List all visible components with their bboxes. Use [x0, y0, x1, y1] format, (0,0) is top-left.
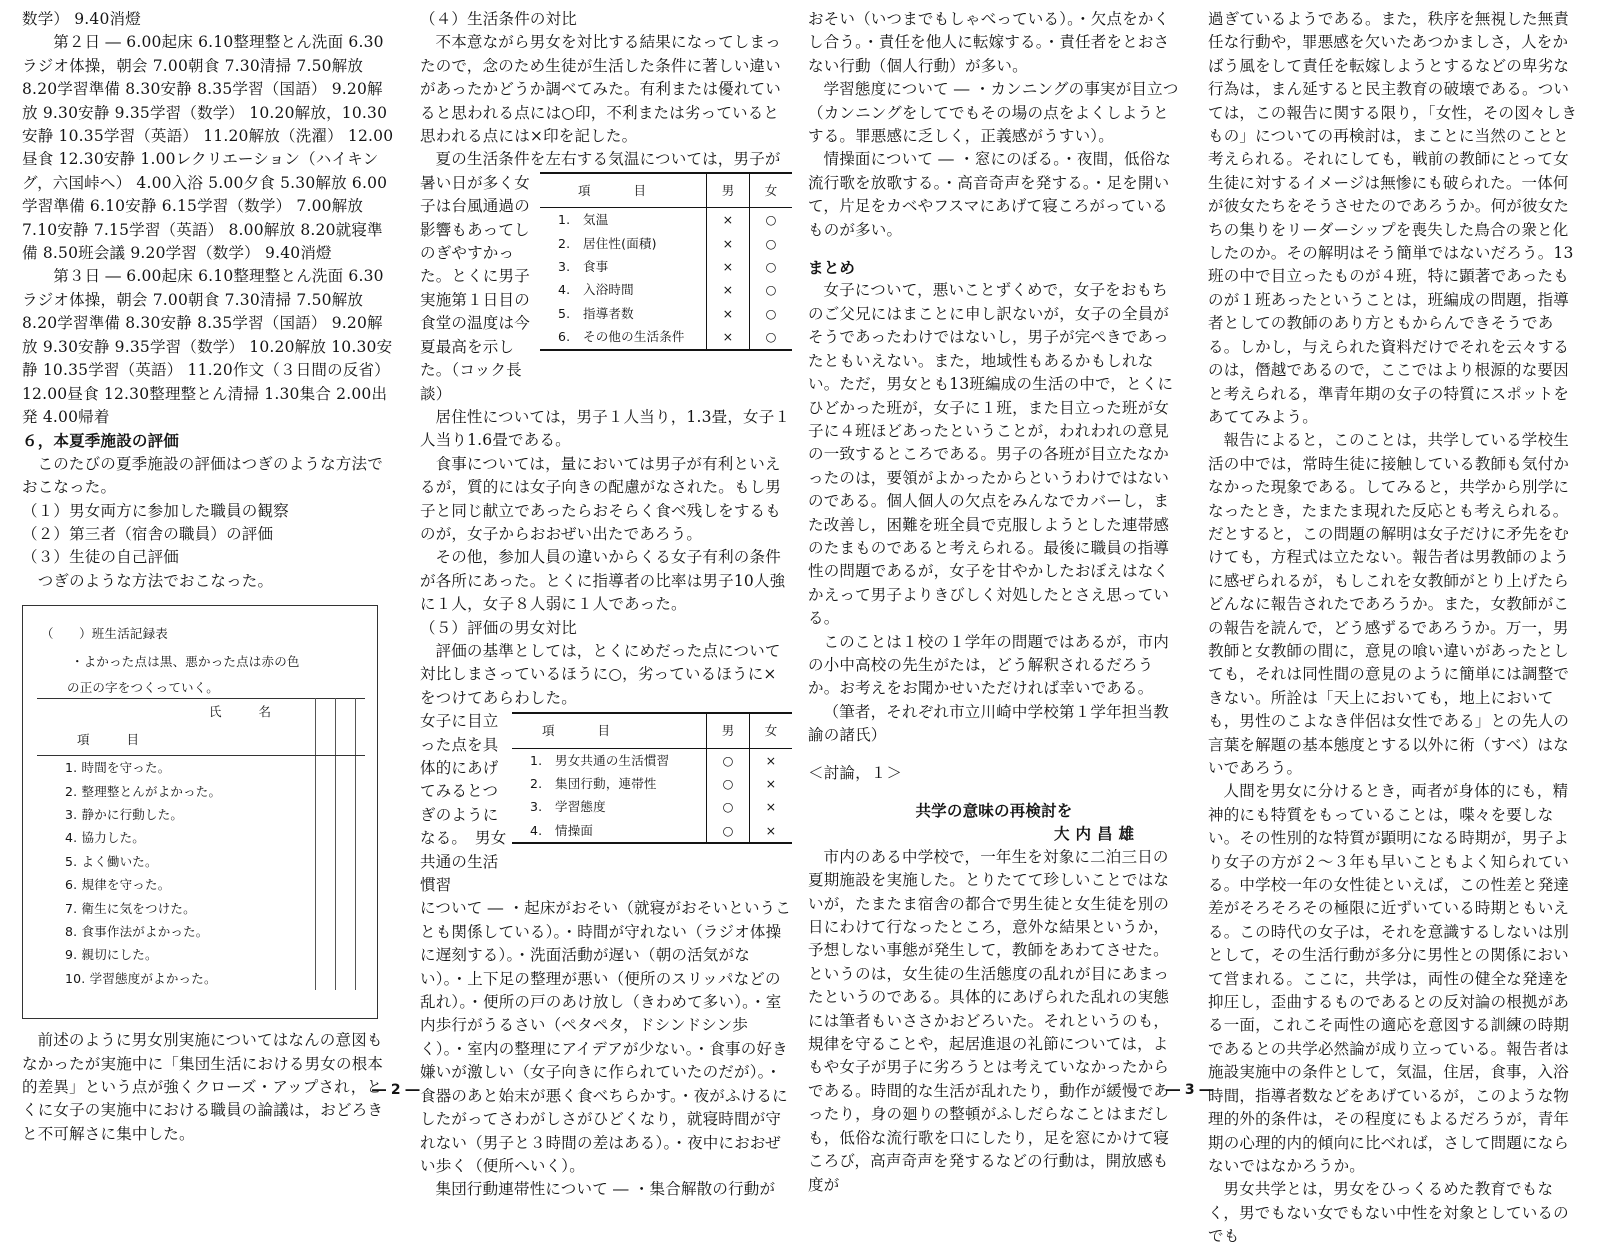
paragraph: このことは１校の１学年の問題ではあるが，市内の小中高校の先生がたは，どう解釈されるだろうか。お考えをお聞かせいただければ幸いである。 [808, 632, 1169, 698]
item-header: 項 目 [37, 725, 316, 756]
column-2 [420, 8, 792, 1202]
paragraph: について ― ・起床がおそい（就寝がおそいということも関係している）。・時間が守れない（ラジオ体操に遅刻する）。・洗面活動が遅い（朝の活気がない）。・上下足の整理が悪い（便所のスリッパなどの乱れ）。・便所の戸のあけ放し（きわめて多い）。・室内歩行がうるさい（ペタペタ，ドシンドシン歩く）。・室内の整理にアイデアが少ない。・食事の好き嫌いが激しい（女子向きに作られていたのだが）。・食器のあと始末が悪く食べちらかす。・夜がふけるにしたがってさわがしさがひどくなり，就寝時間が守れない（男子と３時間の差はある）。・夜中におおぜい歩く（便所へいく）。 [420, 899, 792, 1175]
table-cell: ○ [750, 302, 793, 325]
paragraph: 学習態度について ― ・カンニングの事実が目立つ（カンニングをしてでもその場の点をよくしようとする。罪悪感に乏しく，正義感がうすい）。 [808, 80, 1179, 146]
table-cell: 3. 食事 [558, 259, 609, 275]
table-cell: 4. 情操面 [530, 822, 594, 838]
table-cell: 4. 入浴時間 [558, 282, 634, 298]
record-table [37, 698, 365, 990]
table-cell: × [707, 255, 750, 278]
article-author: 大内昌雄 [1053, 824, 1140, 844]
paragraph: 評価の基準としては，とくにめだった点について対比しまさっているほうに○，劣っているほうに×をつけてあらわした。 [420, 641, 781, 707]
record-item: 9. 親切にした。 [65, 947, 158, 963]
col-header: 女 [750, 173, 793, 208]
record-item: 1. 時間を守った。 [65, 760, 171, 776]
page-number: ― 2 ― [372, 1082, 420, 1098]
record-item: 10. 学習態度がよかった。 [65, 970, 217, 986]
evaluation-table [512, 712, 792, 844]
record-note: ・よかった点は黒、悪かった点は赤の色 [71, 654, 300, 670]
conditions-block [420, 172, 792, 406]
article-title: 共学の意味の再検討を [915, 801, 1073, 820]
table-cell: × [707, 232, 750, 255]
table-cell: 1. 男女共通の生活慣習 [530, 752, 670, 768]
paragraph: （筆者，それぞれ市立川崎中学校第１学年担当教諭の諸氏） [808, 702, 1169, 745]
table-cell: ○ [750, 278, 793, 301]
section-heading: （４）生活条件の対比 [420, 10, 578, 28]
record-item: 4. 協力した。 [65, 830, 145, 846]
side-text: 女子に目立った点を具体的にあげてみるとつぎのようになる。 男女共通の生活慣習 [420, 712, 507, 895]
record-item: 6. 規律を守った。 [65, 877, 171, 893]
paragraph: 居住性については，男子１人当り，1.3畳，女子１人当り1.6畳である。 [420, 407, 791, 450]
method-item: （３）生徒の自己評価 [22, 548, 180, 567]
table-cell: ○ [707, 819, 750, 843]
column-4 [1208, 8, 1580, 1249]
evaluation-block [420, 710, 792, 897]
paragraph: つぎのような方法でおこなった。 [22, 571, 274, 590]
table-cell: 6. その他の生活条件 [558, 329, 685, 345]
table-cell: ○ [750, 232, 793, 255]
record-sheet [22, 605, 378, 1019]
paragraph: このたびの夏季施設の評価はつぎのような方法でおこなった。 [22, 454, 383, 497]
schedule-line: 第２日 ― 6.00起床 6.10整理整とん洗面 6.30ラジオ体操，朝会 7.00朝食 7.30清掃 7.50解放 8.20学習準備 8.30安静 8.35学習（国語） 9.20解放 9.30安静 9.35学習（数学） 10.20解放，10.30安静 10.35学習（英語） 11.20解放（洗濯） 12.00昼食 12.30安静 1.00レクリエーション（ハイキング，六国峠へ） 4.00入浴 5.00夕食 5.30解放 6.00学習準備 6.10安静 6.15学習（数学） 7.00解放 7.10安静 7.15学習（英語） 8.00解放 8.20就寝準備 8.50班会議 9.20学習（数学） 9.40消燈 [22, 33, 394, 263]
paragraph: 市内のある中学校で，一年生を対象に二泊三日の夏期施設を実施した。とりたてて珍しいことではないが，たまたま宿舎の都合で男生徒と女生徒を別の日にわけて行なったところ，意外な結果というか，予想しない事態が発生して，教師をあわてさせた。というのは，女生徒の生活態度の乱れが目にあまったというのである。具体的にあげられた乱れの実態には筆者もいささかおどろいた。それというのも，規律を守ることや，起居進退の礼節については，よもや女子が男子に劣ろうとは考えていなかったからである。時間的な生活が乱れたり，動作が緩慢であったり，身の廻りの整頓がふしだらなことはまだしも，低俗な流行歌を口にしたり，足を窓にかけて寝ころび，高声奇声を発するなどの行動は，開放感も度が [808, 847, 1170, 1194]
side-text: 暑い日が多く女子は台風通過の影響もあってしのぎやすかった。とくに男子実施第１日目の食堂の温度は今夏最高を示した。（コック長談） [420, 173, 530, 403]
table-cell: × [750, 795, 793, 818]
paragraph: 男女共学とは，男女をひっくるめた教育でもなく，男でもない女でもない中性を対象としているのでも [1208, 1180, 1569, 1246]
paragraph: 女子について，悪いことずくめで，女子をおもちのご父兄にはまことに申し訳ないが，女子の全員がそうであったわけではないし，男子が完ぺきであったともいえない。また，地域性もあるかもしれない。ただ，男女とも13班編成の生活の中で，とくにひどかった班が，女子に１班，また目立った班が女子に４班ほどあったということが，われわれの意見の一致するところである。男子の各班が目立たなかったのは，要領がよかったからというわけではないのである。個人個人の欠点をみんなでカバーし，また改善し，困難を班全員で克服しようとした連帯感のたまものであると考えられる。最後に職員の指導性の問題であるが，女子を甘やかしたおぼえはなくかえって男子よりきびしく対処したとさえ思っている。 [808, 281, 1174, 628]
section-heading: （５）評価の男女対比 [420, 618, 578, 637]
schedule-line: 第３日 ― 6.00起床 6.10整理整とん洗面 6.30ラジオ体操，朝会 7.00朝食 7.30清掃 7.50解放 8.20学習準備 8.30安静 8.35学習（国語） 9.20解放 9.30安静 9.35学習（数学） 10.20解放 10.30安静 10.35学習（英語） 11.20作文（３日間の反省） 12.00昼食 12.30整理整とん清掃 1.30集合 2.00出発 4.00帰着 [22, 267, 393, 426]
paragraph: 前述のように男女別実施についてはなんの意図もなかったが実施中に「集団生活における男女の根本的差異」という点が強くクローズ・アップされ，とくに女子の実施中における職員の論議は，おどろきと不可解さに集中した。 [22, 1031, 384, 1143]
table-cell: 5. 指導者数 [558, 305, 634, 321]
table-cell: 2. 集団行動，連帯性 [530, 776, 657, 791]
paragraph: おそい（いつまでもしゃべっている）。・欠点をかくし合う。・責任を他人に転嫁する。・責任者をとおさない行動（個人行動）が多い。 [808, 10, 1170, 75]
section-heading: ６，本夏季施設の評価 [22, 431, 180, 451]
record-item: 8. 食事作法がよかった。 [65, 924, 209, 939]
table-cell: × [707, 208, 750, 232]
schedule-line: 数学） 9.40消燈 [22, 10, 141, 28]
column-1 [22, 8, 394, 1146]
table-cell: 3. 学習態度 [530, 799, 606, 815]
record-title: （ ）班生活記録表 [41, 626, 169, 642]
method-item: （２）第三者（宿舎の職員）の評価 [22, 524, 274, 543]
record-item: 3. 静かに行動した。 [65, 806, 184, 822]
table-cell: ○ [750, 325, 793, 349]
record-note: の正の字をつくっていく。 [67, 680, 219, 696]
col-header: 項 目 [540, 173, 707, 208]
table-cell: × [750, 819, 793, 843]
col-header: 男 [707, 713, 750, 748]
table-cell: ○ [707, 772, 750, 795]
record-item: 2. 整理整とんがよかった。 [65, 783, 222, 799]
conditions-table [540, 172, 792, 351]
section-heading: まとめ [808, 258, 856, 278]
table-cell: × [707, 302, 750, 325]
table-cell: ○ [707, 795, 750, 818]
table-cell: × [707, 278, 750, 301]
page-number: ― 3 ― [1166, 1082, 1214, 1098]
table-cell: 1. 気温 [558, 212, 609, 228]
paragraph: その他，参加人員の違いからくる女子有利の条件が各所にあった。とくに指導者の比率は男子10人強に１人，女子８人弱に１人であった。 [420, 548, 786, 614]
record-item: 5. よく働いた。 [65, 853, 158, 869]
method-item: （１）男女両方に参加した職員の観察 [22, 501, 289, 520]
table-cell: × [707, 325, 750, 349]
col-header: 女 [750, 713, 793, 748]
column-3 [808, 8, 1180, 1197]
paragraph: 集団行動連帯性について ― ・集合解散の行動が [435, 1180, 776, 1199]
paragraph: 情操面について ― ・窓にのぼる。・夜間，低俗な流行歌を放歌する。・高音奇声を発する。・足を開いて，片足をカベやフスマにあげて寝ころがっているものが多い。 [808, 150, 1172, 239]
paragraph: 過ぎているようである。また，秩序を無視した無責任な行動や，罪悪感を欠いたあつかましさ，人をかばう風をして責任を転嫁しようとするなどの卑劣な行為は，まん延すると民主教育の破壊である。ついては，この報告に関する限り，「女性，その図々しきもの」についての再検討は，まことに当然のことと考えられる。それにしても，戦前の教師にとって女生徒に対するイメージは無惨にも破られた。一体何が彼女たちをそうさせたのであろうか。何が彼女たちの集りをリーダーシップを喪失した鳥合の衆と化したのか。その解明はそう簡単ではないだろう。13班の中で目立ったものが４班，特に顕著であったものが１班あったということは，班編成の問題，指導者としての教師のあり方ともからんできそうである。しかし，与えられた資料だけでそれを云々するのは，僭越であるので，ここではより根源的な要因と考えられる，準青年期の女子の特質にスポットをあててみよう。 [1208, 10, 1578, 426]
discussion-label: ＜討論，１＞ [808, 763, 903, 782]
table-cell: 2. 居住性(面積) [558, 235, 657, 251]
record-item: 7. 衛生に気をつけた。 [65, 900, 196, 916]
paragraph: 食事については，量においては男子が有利といえるが，質的には女子向きの配慮がなされた。もし男子と同じ献立であったらおそらく食べ残しをするものが，女子からおおぜい出たであろう。 [420, 454, 782, 543]
table-cell: ○ [750, 255, 793, 278]
paragraph: 人間を男女に分けるとき，両者が身体的にも，精神的にも特質をもっていることは，喋々を要しない。その性別的な特質が顕明になる時期が，男子より女子の方が２～３年も早いこともよく知られている。中学校一年の女性徒といえば，この性差と発達差がそろそろその極限に近ずいている時期ともいえる。この時代の女子は，それを意識するしないは別として，その生活行動が多分に男性との関係において営まれる。ここに，共学は，両性の健全な発達を抑圧し，歪曲するものであるとの反対論の根拠がある一面，これこそ両性の適応を意図する訓練の時期であるとの共学必然論が成り立っている。報告者は施設実施中の条件として，気温，住居，食事，入浴時間，指導者数などをあげているが，このような物理的外的条件は，その程度にもよるだろうが，青年期の心理的内的傾向に比べれば，さして問題にならないではなかろうか。 [1208, 782, 1570, 1175]
table-cell: ○ [707, 748, 750, 772]
paragraph: 報告によると，このことは，共学している学校生活の中では，常時生徒に接触している教師も気付かなかった現象である。してみると，共学から別学になったとき，たまたま現れた反応とも考えられる。だとすると，この問題の解明は女子だけに矛先をむけても，方程式は立たない。報告者は男教師のように感ぜられるが，もしこれを女教師がとり上げたらどんなに報告されたであろうか。また，女教師がこの報告を読んで，どう感ずるであろうか。万一，男教師と女教師の間に，意見の喰い違いがあったとしても，それは同性間の意見のように簡単には調整できない。所詮は「天上においても，地上においても，男性のこよなき伴侶は女性である」との先人の言葉を解題の基本態度とする以外に術（すべ）はないであろう。 [1208, 431, 1570, 777]
col-header: 項 目 [512, 713, 707, 748]
paragraph: 不本意ながら男女を対比する結果になってしまったので，念のため生徒が生活した条件に著しい違いがあったかどうか調べてみた。有利または優れていると思われる点には○印，不利または劣っていると思われる点には×印を記した。 [420, 33, 781, 146]
name-header: 氏 名 [208, 704, 275, 720]
table-cell: ○ [750, 208, 793, 232]
table-cell: × [750, 748, 793, 772]
table-cell: × [750, 772, 793, 795]
paragraph: 夏の生活条件を左右する気温については，男子が [435, 150, 781, 169]
col-header: 男 [707, 173, 750, 208]
